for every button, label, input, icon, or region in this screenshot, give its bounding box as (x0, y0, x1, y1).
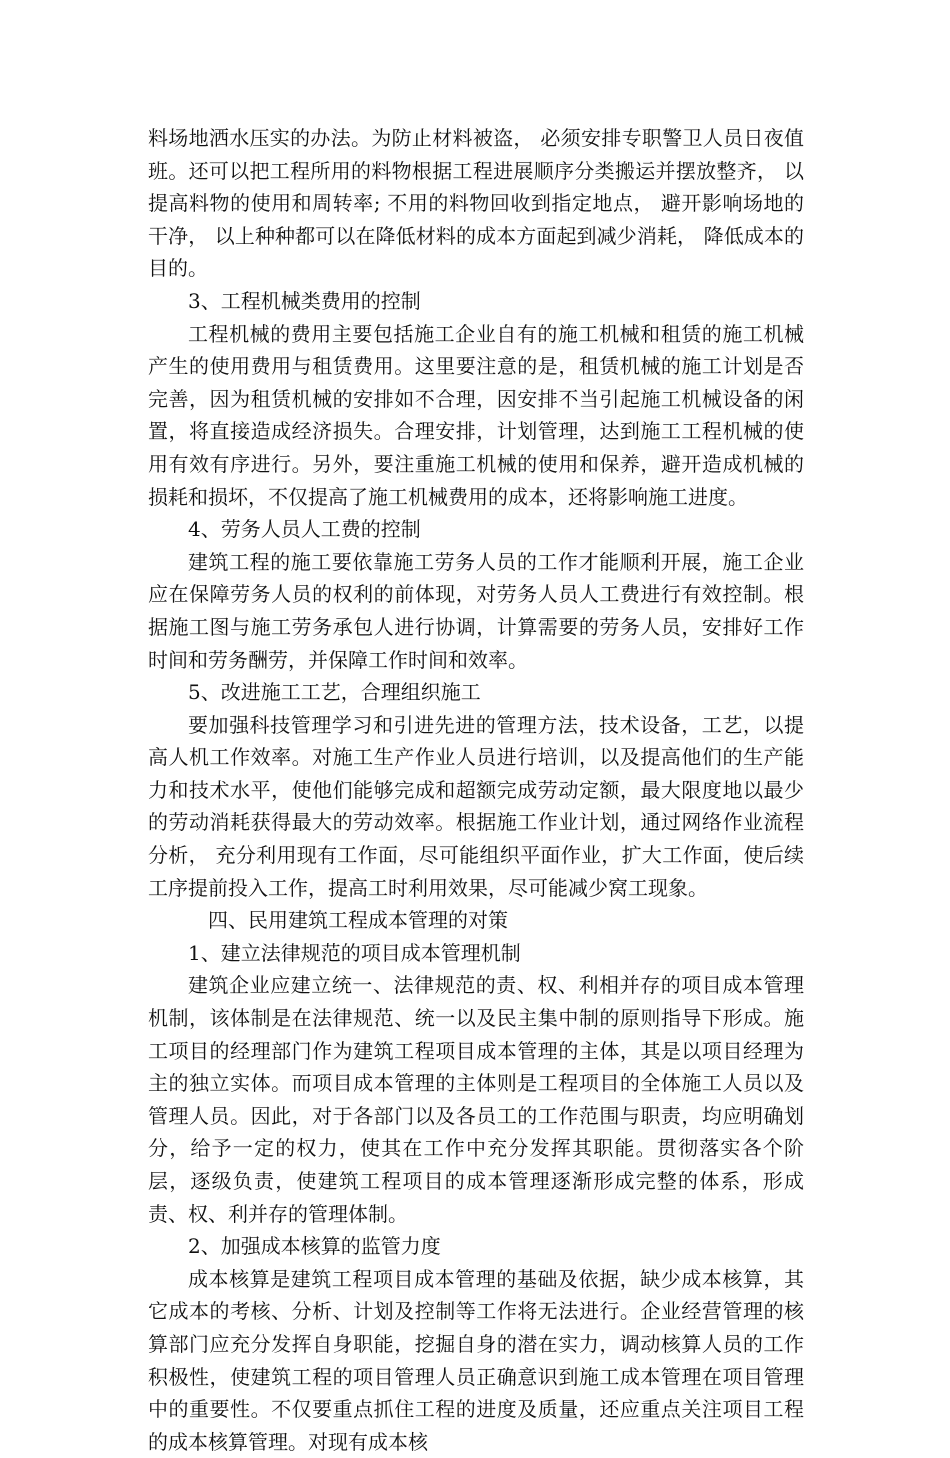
heading-machinery-cost: 3、工程机械类费用的控制 (188, 288, 421, 313)
heading-cost-accounting: 2、加强成本核算的监管力度 (188, 1234, 441, 1259)
heading-construction-process: 5、改进施工工艺，合理组织施工 (188, 680, 481, 705)
paragraph-material-control-end: 料场地洒水压实的办法。为防止材料被盗， 必须安排专职警卫人员日夜值班。还可以把工程所用的料物根据工程进展顺序分类搬运并摆放整齐， 以提高料物的使用和周转率; 不用的料物回收到指定地点， 避开影响场地的干净， 以上种种都可以在降低材料的成本方面起到减少消耗， 降低成本的目的。 (148, 126, 804, 281)
paragraph-construction-process: 要加强科技管理学习和引进先进的管理方法，技术设备，工艺，以提高人机工作效率。对施工生产作业人员进行培训，以及提高他们的生产能力和技术水平，使他们能够完成和超额完成劳动定额，最大限度地以最少的劳动消耗获得最大的劳动效率。根据施工作业计划，通过网络作业流程分析， 充分利用现有工作面，尽可能组织平面作业，扩大工作面，使后续工序提前投入工作，提高工时利用效果，尽可能减少窝工现象。 (148, 712, 804, 900)
paragraph-legal-mechanism: 建筑企业应建立统一、法律规范的责、权、利相并存的项目成本管理机制，该体制是在法律规范、统一以及民主集中制的原则指导下形成。施工项目的经理部门作为建筑工程项目成本管理的主体，其是以项目经理为主的独立实体。而项目成本管理的主体则是工程项目的全体施工人员以及管理人员。因此，对于各部门以及各员工的工作范围与职责，均应明确划分，给予一定的权力，使其在工作中充分发挥其职能。贯彻落实各个阶层，逐级负责，使建筑工程项目的成本管理逐渐形成完整的体系，形成责、权、利并存的管理体制。 (148, 973, 804, 1226)
heading-legal-mechanism: 1、建立法律规范的项目成本管理机制 (188, 940, 521, 965)
paragraph-cost-accounting: 成本核算是建筑工程项目成本管理的基础及依据，缺少成本核算，其它成本的考核、分析、计划及控制等工作将无法进行。企业经营管理的核算部门应充分发挥自身职能，挖掘自身的潜在实力，调动核算人员的工作积极性，使建筑工程的项目管理人员正确意识到施工成本管理在项目管理中的重要性。不仅要重点抓住工程的进度及质量，还应重点关注项目工程的成本核算管理。对现有成本核 (148, 1266, 804, 1454)
paragraph-labor-cost: 建筑工程的施工要依靠施工劳务人员的工作才能顺利开展，施工企业应在保障劳务人员的权利的前体现，对劳务人员人工费进行有效控制。根据施工图与施工劳务承包人进行协调，计算需要的劳务人员，安排好工作时间和劳务酬劳，并保障工作时间和效率。 (148, 549, 804, 672)
heading-section-four: 四、民用建筑工程成本管理的对策 (208, 908, 508, 933)
document-body (148, 122, 804, 1458)
heading-labor-cost: 4、劳务人员人工费的控制 (188, 517, 421, 542)
paragraph-machinery-cost: 工程机械的费用主要包括施工企业自有的施工机械和租赁的施工机械产生的使用费用与租赁费用。这里要注意的是，租赁机械的施工计划是否完善，因为租赁机械的安排如不合理，因安排不当引起施工机械设备的闲置，将直接造成经济损失。合理安排，计划管理，达到施工工程机械的使用有效有序进行。另外，要注重施工机械的使用和保养，避开造成机械的损耗和损坏，不仅提高了施工机械费用的成本，还将影响施工进度。 (148, 321, 804, 509)
